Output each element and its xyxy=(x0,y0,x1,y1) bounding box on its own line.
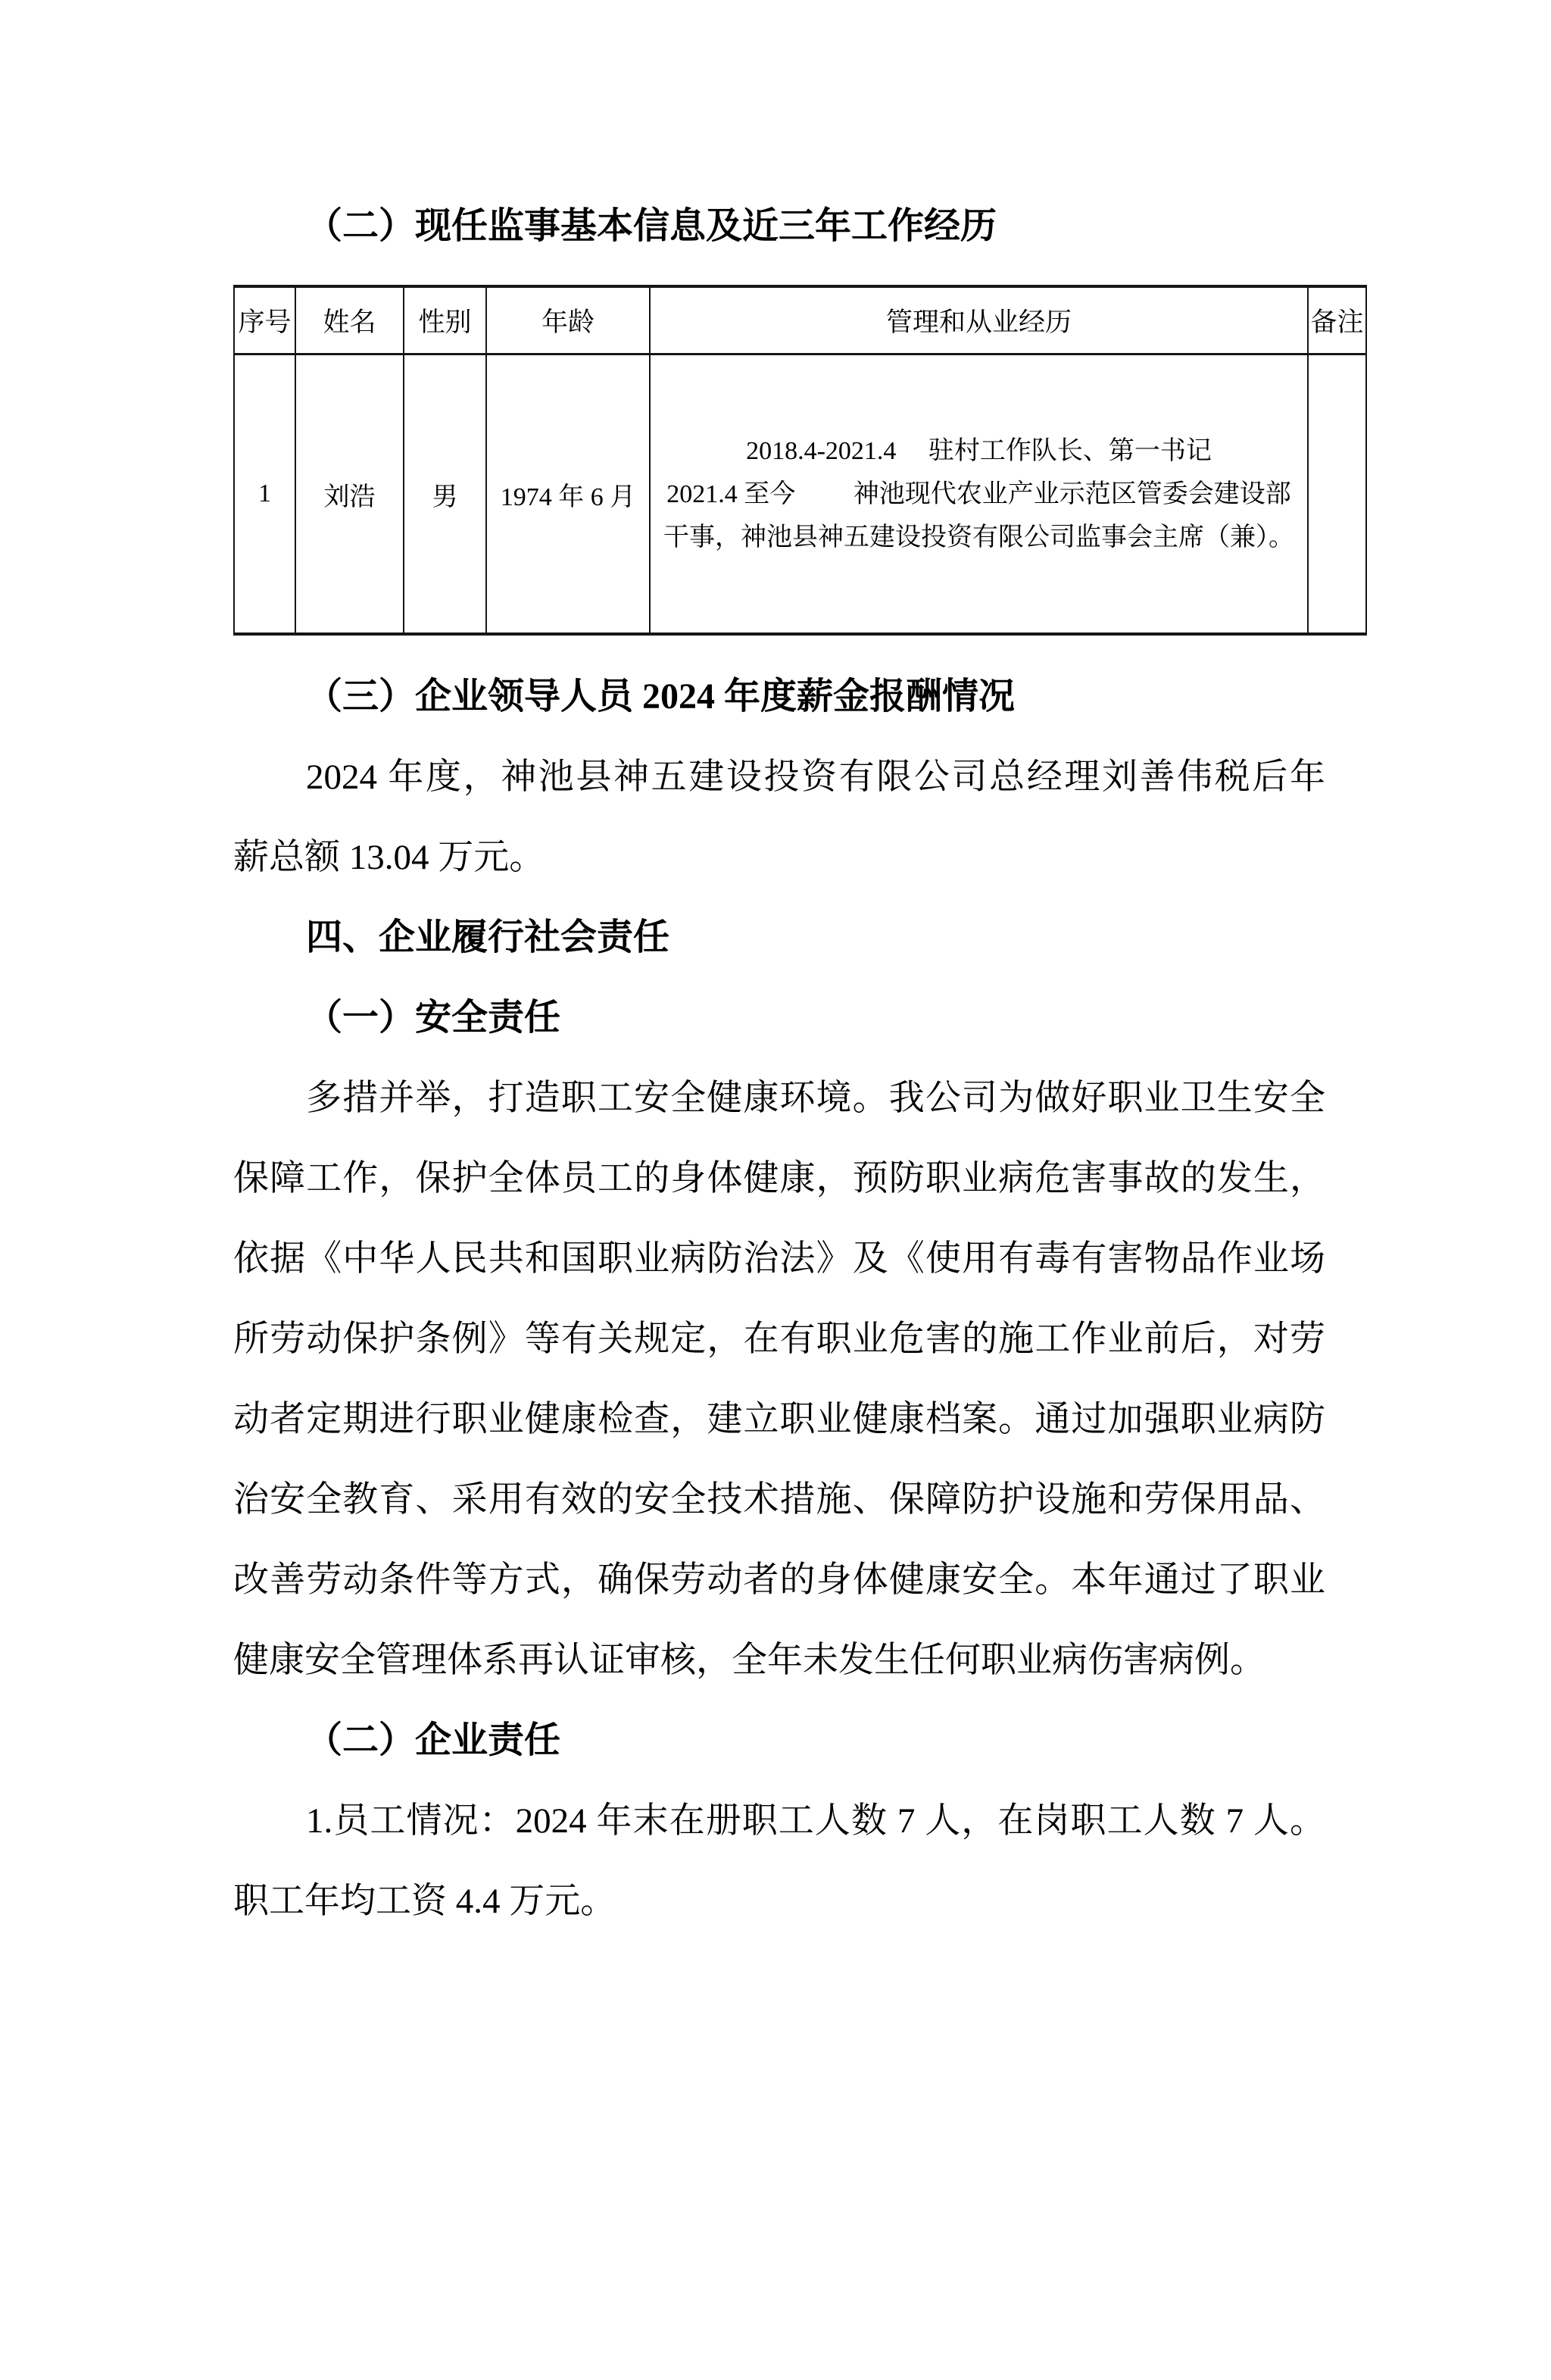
paragraph-line: 动者定期进行职业健康检查，建立职业健康档案。通过加强职业病防 xyxy=(233,1400,1325,1439)
paragraph-line: 薪总额 13.04 万元。 xyxy=(233,838,545,877)
section-heading-salary: （三）企业领导人员 2024 年度薪金报酬情况 xyxy=(306,676,1016,717)
experience-line: 2018.4-2021.4 驻村工作队长、第一书记 xyxy=(746,436,1212,465)
paragraph-line: 2024 年度，神池县神五建设投资有限公司总经理刘善伟税后年 xyxy=(306,757,1325,797)
experience-line: 2021.4 至今 神池现代农业产业示范区管委会建设部 xyxy=(666,479,1291,508)
section-heading-safety: （一）安全责任 xyxy=(306,998,561,1038)
paragraph-line: 依据《中华人民共和国职业病防治法》及《使用有毒有害物品作业场 xyxy=(233,1239,1325,1279)
table-row xyxy=(234,355,1366,635)
paragraph-staff xyxy=(233,1781,1325,1941)
experience-line: 干事，神池县神五建设投资有限公司监事会主席（兼）。 xyxy=(663,523,1294,551)
section-heading-supervisors: （二）现任监事基本信息及近三年工作经历 xyxy=(306,206,997,246)
cell-name: 刘浩 xyxy=(295,355,404,635)
cell-age: 1974 年 6 月 xyxy=(486,355,650,635)
cell-gender: 男 xyxy=(404,355,486,635)
col-header-name: 姓名 xyxy=(295,286,404,355)
paragraph-line: 保障工作，保护全体员工的身体健康，预防职业病危害事故的发生， xyxy=(233,1159,1325,1198)
col-header-seq: 序号 xyxy=(234,286,295,355)
supervisors-table xyxy=(233,285,1367,636)
paragraph-salary xyxy=(233,737,1325,898)
paragraph-line: 所劳动保护条例》等有关规定，在有职业危害的施工作业前后，对劳 xyxy=(233,1320,1325,1359)
paragraph-line: 1.员工情况：2024 年末在册职工人数 7 人，在岗职工人数 7 人。 xyxy=(306,1801,1325,1841)
col-header-remark: 备注 xyxy=(1308,286,1366,355)
paragraph-safety xyxy=(233,1058,1325,1701)
col-header-gender: 性别 xyxy=(404,286,486,355)
cell-experience xyxy=(650,355,1308,635)
document-page xyxy=(0,186,1551,2380)
section-heading-enterprise: （二）企业责任 xyxy=(306,1720,561,1760)
paragraph-line: 改善劳动条件等方式，确保劳动者的身体健康安全。本年通过了职业 xyxy=(233,1560,1325,1600)
paragraph-line: 治安全教育、采用有效的安全技术措施、保障防护设施和劳保用品、 xyxy=(233,1480,1325,1520)
paragraph-line: 职工年均工资 4.4 万元。 xyxy=(233,1882,616,1921)
table-header-row xyxy=(234,286,1366,355)
supervisors-table-body xyxy=(234,355,1366,635)
col-header-age: 年龄 xyxy=(486,286,650,355)
paragraph-line: 多措并举，打造职工安全健康环境。我公司为做好职业卫生安全 xyxy=(306,1079,1325,1118)
cell-seq: 1 xyxy=(234,355,295,635)
document-content xyxy=(0,186,1551,1941)
supervisors-table-header xyxy=(234,286,1366,355)
section-heading-social-responsibility: 四、企业履行社会责任 xyxy=(306,917,670,957)
cell-remark xyxy=(1308,355,1366,635)
col-header-experience: 管理和从业经历 xyxy=(650,286,1308,355)
paragraph-line: 健康安全管理体系再认证审核，全年未发生任何职业病伤害病例。 xyxy=(233,1641,1265,1680)
